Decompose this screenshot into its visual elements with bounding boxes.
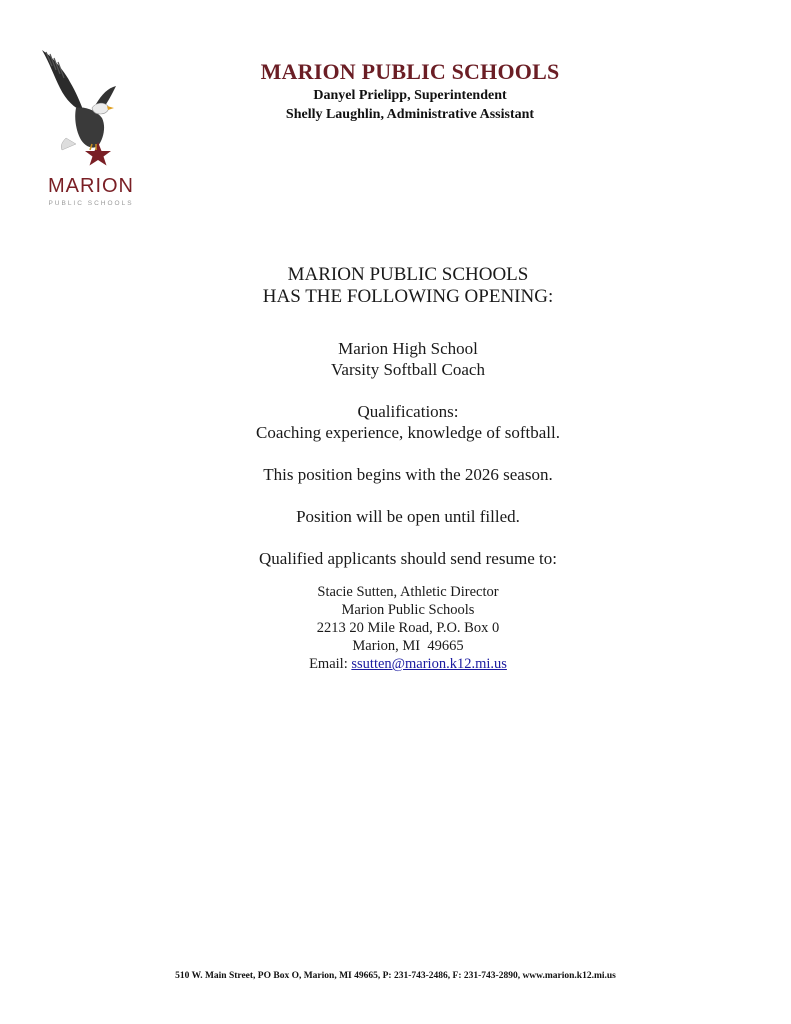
contact-name: Stacie Sutten, Athletic Director — [317, 584, 499, 600]
position-title: Varsity Softball Coach — [331, 360, 485, 379]
district-name: MARION PUBLIC SCHOOLS — [260, 59, 560, 84]
assistant-line: Shelly Laughlin, Administrative Assistant — [285, 107, 535, 122]
footer-address: 510 W. Main Street, PO Box O, Marion, MI 49665, P: 231-743-2486, F: 231-743-2890, www.marion.k12.mi.us — [175, 971, 616, 981]
superintendent-line: Danyel Prielipp, Superintendent — [313, 88, 507, 103]
logo-subtitle: PUBLIC SCHOOLS — [48, 200, 134, 207]
announcement-line-2: HAS THE FOLLOWING OPENING: — [262, 286, 554, 307]
district-logo — [36, 46, 146, 212]
posting-body — [95, 264, 721, 673]
contact-email-line — [95, 655, 721, 673]
qualifications-text: Coaching experience, knowledge of softball. — [255, 423, 560, 442]
apply-instructions: Qualified applicants should send resume to: — [259, 549, 557, 568]
contact-address-line-2: Marion, MI 49665 — [352, 638, 464, 654]
start-date-text: This position begins with the 2026 season. — [263, 465, 553, 484]
email-label: Email: — [309, 656, 348, 672]
school-name: Marion High School — [338, 339, 478, 358]
contact-organization: Marion Public Schools — [341, 602, 475, 618]
logo-wordmark: MARION — [48, 175, 134, 197]
qualifications-label: Qualifications: — [357, 402, 459, 421]
open-until-filled-text: Position will be open until filled. — [296, 507, 520, 526]
letterhead — [160, 58, 660, 124]
email-link[interactable]: ssutten@marion.k12.mi.us — [351, 656, 507, 672]
announcement-line-1: MARION PUBLIC SCHOOLS — [287, 264, 529, 285]
eagle-icon — [36, 46, 146, 176]
contact-address-line-1: 2213 20 Mile Road, P.O. Box 0 — [316, 620, 500, 636]
